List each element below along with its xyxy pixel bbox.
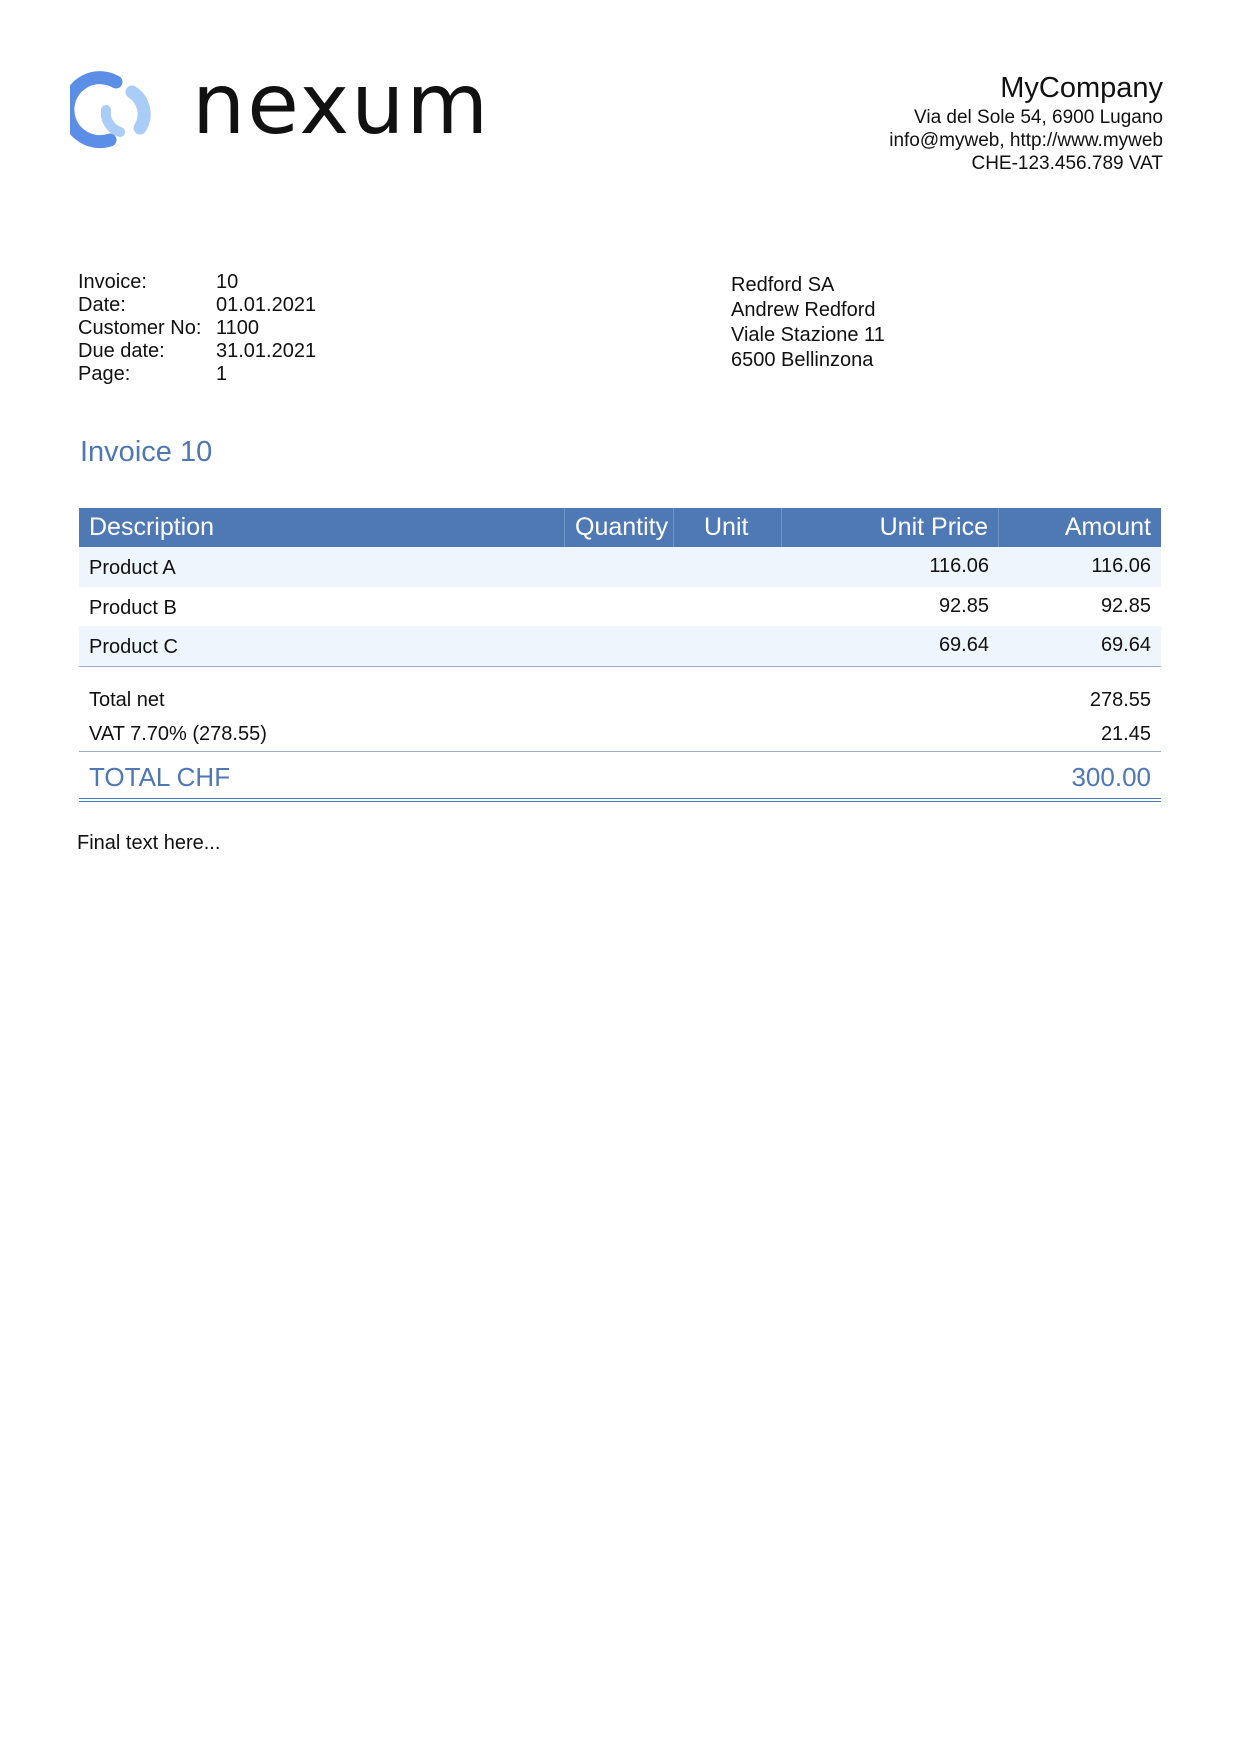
cell-unit-price: 69.64 xyxy=(938,634,989,656)
document-title: Invoice 10 xyxy=(80,436,213,468)
table-body xyxy=(79,547,1161,667)
total-net-label: Total net xyxy=(89,688,165,711)
grand-total-value: 300.00 xyxy=(1071,761,1151,792)
customer-street: Viale Stazione 11 xyxy=(731,324,885,346)
customer-address xyxy=(731,273,885,373)
cell-amount: 69.64 xyxy=(1100,634,1151,656)
vat-label: VAT 7.70% (278.55) xyxy=(89,722,267,745)
meta-row-invoice xyxy=(78,271,316,294)
grand-total-label: TOTAL CHF xyxy=(89,761,231,792)
meta-value: 31.01.2021 xyxy=(216,340,317,362)
cell-amount: 116.06 xyxy=(1091,555,1151,577)
grand-total-row xyxy=(79,752,1161,802)
cell-unit xyxy=(674,626,782,666)
meta-row-page xyxy=(78,363,316,386)
cell-quantity xyxy=(565,587,674,627)
invoice-meta xyxy=(78,271,316,386)
total-net-row xyxy=(79,683,1161,717)
meta-row-date xyxy=(78,294,316,317)
customer-city: 6500 Bellinzona xyxy=(731,349,874,371)
header-quantity: Quantity xyxy=(565,508,674,547)
meta-label: Customer No: xyxy=(78,317,202,339)
vat-row xyxy=(79,717,1161,752)
invoice-table xyxy=(79,508,1161,802)
table-header xyxy=(79,508,1161,547)
cell-amount: 92.85 xyxy=(1100,594,1151,617)
meta-row-due-date xyxy=(78,340,316,363)
cell-unit-price: 92.85 xyxy=(938,594,989,617)
company-info xyxy=(743,70,1163,175)
cell-unit-price: 116.06 xyxy=(929,555,989,577)
meta-label: Date: xyxy=(78,294,126,316)
cell-description: Product C xyxy=(89,636,178,658)
cell-quantity xyxy=(565,547,674,587)
cell-quantity xyxy=(565,626,674,666)
header-unit-price: Unit Price xyxy=(782,508,999,547)
meta-label: Page: xyxy=(78,363,131,385)
meta-row-customer-no xyxy=(78,317,316,340)
table-row xyxy=(79,547,1161,587)
meta-value: 1 xyxy=(216,363,228,385)
swirl-logo-icon xyxy=(70,70,166,150)
company-logo xyxy=(70,55,510,160)
meta-value: 01.01.2021 xyxy=(216,294,317,316)
meta-value: 10 xyxy=(216,271,239,293)
company-vat: CHE-123.456.789 VAT xyxy=(971,153,1163,174)
meta-label: Due date: xyxy=(78,340,165,362)
customer-company: Redford SA xyxy=(731,274,835,296)
company-name: MyCompany xyxy=(1000,72,1163,104)
header-description: Description xyxy=(79,508,565,547)
cell-description: Product B xyxy=(89,596,177,619)
vat-value: 21.45 xyxy=(1100,722,1151,745)
meta-label: Invoice: xyxy=(78,271,147,293)
header-unit: Unit xyxy=(674,508,782,547)
company-contact: info@myweb, http://www.myweb xyxy=(889,130,1163,151)
cell-unit xyxy=(674,547,782,587)
customer-contact: Andrew Redford xyxy=(731,299,876,321)
header-amount: Amount xyxy=(1064,513,1151,541)
table-row xyxy=(79,587,1161,627)
final-text: Final text here... xyxy=(77,832,221,854)
meta-value: 1100 xyxy=(216,317,260,339)
company-address: Via del Sole 54, 6900 Lugano xyxy=(914,107,1163,128)
table-row xyxy=(79,626,1161,666)
cell-description: Product A xyxy=(89,557,176,579)
cell-unit xyxy=(674,587,782,627)
logo-text: nexum xyxy=(192,55,491,153)
totals-section xyxy=(79,667,1161,802)
total-net-value: 278.55 xyxy=(1089,688,1151,711)
